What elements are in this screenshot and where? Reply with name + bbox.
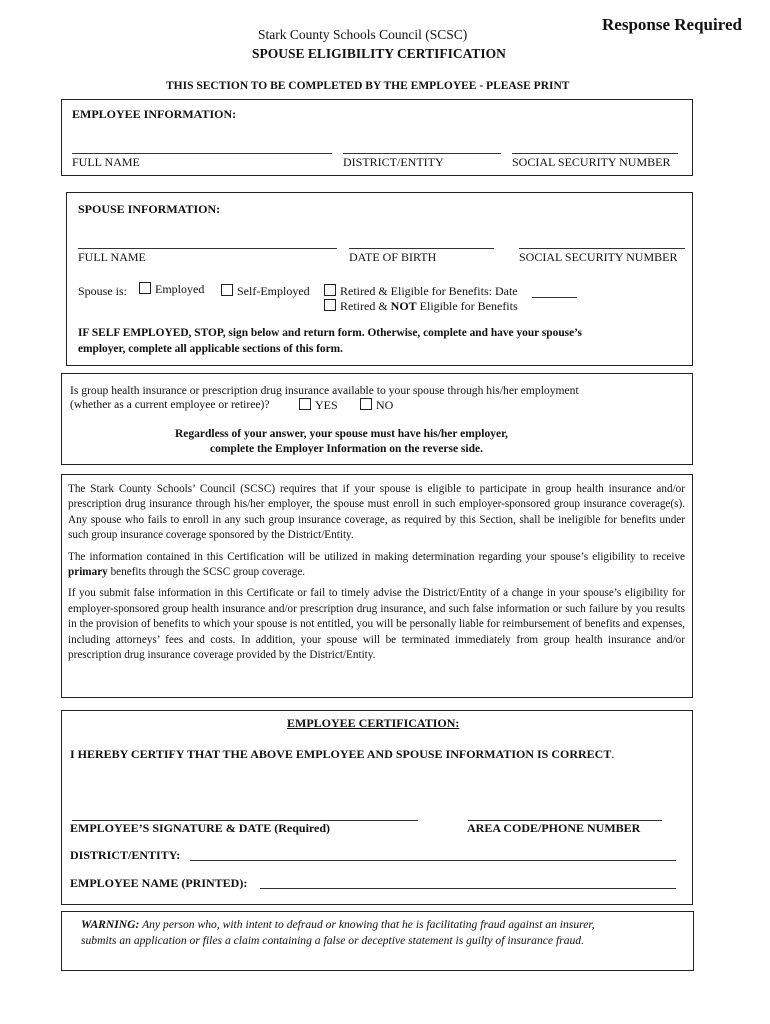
warning-line2: submits an application or files a claim containing a false or deceptive statement is guilty of insurance fraud. — [81, 934, 584, 947]
spouse-ssn-label: SOCIAL SECURITY NUMBER — [519, 250, 678, 264]
no-checkbox[interactable] — [360, 398, 372, 410]
terms-text — [68, 482, 685, 663]
spouse-dob-label: DATE OF BIRTH — [349, 250, 437, 264]
warning-line1: WARNING: Any person who, with intent to defraud or knowing that he is facilitating fraud against an insurer, — [81, 918, 595, 931]
section-instruction: THIS SECTION TO BE COMPLETED BY THE EMPLOYEE - PLEASE PRINT — [166, 80, 570, 92]
retired-eligible-checkbox[interactable] — [324, 284, 336, 296]
response-required: Response Required — [602, 15, 742, 34]
spouse-info-heading: SPOUSE INFORMATION: — [78, 202, 221, 216]
employee-name-field[interactable] — [260, 876, 676, 889]
employee-district-label: DISTRICT/ENTITY — [343, 155, 444, 169]
retired-not-eligible-label-not: NOT — [390, 299, 417, 313]
page-title: SPOUSE ELIGIBILITY CERTIFICATION — [252, 46, 506, 61]
district-entity-field[interactable] — [190, 848, 676, 861]
retirement-date-field[interactable] — [532, 285, 577, 298]
yes-checkbox[interactable] — [299, 398, 311, 410]
phone-label: AREA CODE/PHONE NUMBER — [467, 821, 641, 835]
retired-not-eligible-checkbox[interactable] — [324, 299, 336, 311]
spouse-info-box — [66, 192, 693, 366]
org-name: Stark County Schools Council (SCSC) — [258, 27, 468, 42]
signature-field[interactable] — [72, 808, 418, 821]
terms-paragraph-2: The information contained in this Certification will be utilized in making determination regarding your spouse’s eligibility to receive primary benefits through the SCSC group coverage. — [68, 550, 685, 579]
employed-label: Employed — [155, 282, 205, 296]
certification-heading: EMPLOYEE CERTIFICATION: — [287, 716, 460, 730]
self-employed-option[interactable] — [221, 284, 310, 299]
insurance-note-line2: complete the Employer Information on the reverse side. — [210, 443, 483, 455]
employed-option[interactable] — [139, 282, 204, 297]
self-employed-label: Self-Employed — [237, 284, 310, 298]
signature-label: EMPLOYEE’S SIGNATURE & DATE (Required) — [70, 821, 331, 835]
insurance-question-line2: (whether as a current employee or retiree)? — [70, 398, 270, 411]
employee-full-name-field[interactable] — [72, 141, 332, 154]
self-employed-note-line2: employer, complete all applicable sections of this form. — [78, 343, 344, 355]
employee-ssn-label: SOCIAL SECURITY NUMBER — [512, 155, 671, 169]
self-employed-note-line1: IF SELF EMPLOYED, STOP, sign below and return form. Otherwise, complete and have your spouse’s — [78, 327, 582, 339]
certification-statement: I HEREBY CERTIFY THAT THE ABOVE EMPLOYEE AND SPOUSE INFORMATION IS CORRECT. — [70, 747, 615, 761]
retired-not-eligible-option[interactable] — [324, 299, 518, 314]
warning-label: WARNING: — [81, 918, 140, 931]
spouse-full-name-field[interactable] — [78, 236, 337, 249]
insurance-note-line1: Regardless of your answer, your spouse must have his/her employer, — [175, 428, 508, 440]
district-entity-label: DISTRICT/ENTITY: — [70, 848, 181, 862]
retired-eligible-label: Retired & Eligible for Benefits: Date — [340, 284, 518, 298]
spouse-is-label: Spouse is: — [78, 284, 128, 298]
phone-field[interactable] — [468, 808, 662, 821]
retired-not-eligible-label-post: Eligible for Benefits — [416, 299, 518, 313]
spouse-dob-field[interactable] — [349, 236, 494, 249]
self-employed-checkbox[interactable] — [221, 284, 233, 296]
terms-paragraph-1: The Stark County Schools’ Council (SCSC) requires that if your spouse is eligible to participate in group health insurance and/or prescription drug insurance through his/her employer, the spouse must enroll in such employer-sponsored group insurance coverage(s). Any spouse who fails to enroll in any such group insurance coverage, as required by this Section, shall be ineligible for benefits under such group insurance coverage sponsored by the District/Entity. — [68, 483, 685, 542]
retired-eligible-option[interactable] — [324, 284, 518, 299]
employee-district-field[interactable] — [343, 141, 501, 154]
employee-full-name-label: FULL NAME — [72, 155, 140, 169]
spouse-ssn-field[interactable] — [519, 236, 685, 249]
yes-label: YES — [315, 398, 338, 412]
employee-info-heading: EMPLOYEE INFORMATION: — [72, 107, 237, 121]
yes-option[interactable] — [299, 398, 338, 413]
retired-not-eligible-label-pre: Retired & — [340, 299, 391, 313]
employee-name-label: EMPLOYEE NAME (PRINTED): — [70, 876, 248, 890]
spouse-full-name-label: FULL NAME — [78, 250, 146, 264]
employed-checkbox[interactable] — [139, 282, 151, 294]
no-option[interactable] — [360, 398, 393, 413]
employee-ssn-field[interactable] — [512, 141, 678, 154]
insurance-question-line1: Is group health insurance or prescription drug insurance available to your spouse through his/her employment — [70, 384, 579, 397]
no-label: NO — [376, 398, 394, 412]
terms-paragraph-3: If you submit false information in this Certificate or fail to timely advise the District/Entity of a change in your spouse’s eligibility for employer-sponsored group health insurance and/or prescription drug insurance, and such false information or such failure by you results in the provision of benefits to which your spouse is not entitled, you will be personally liable for reimbursement of benefits and expenses, including attorneys’ fees and costs. In addition, your spouse will be terminated immediately from group health insurance and/or prescription drug insurance coverage provided by the District/Entity. — [68, 587, 685, 662]
